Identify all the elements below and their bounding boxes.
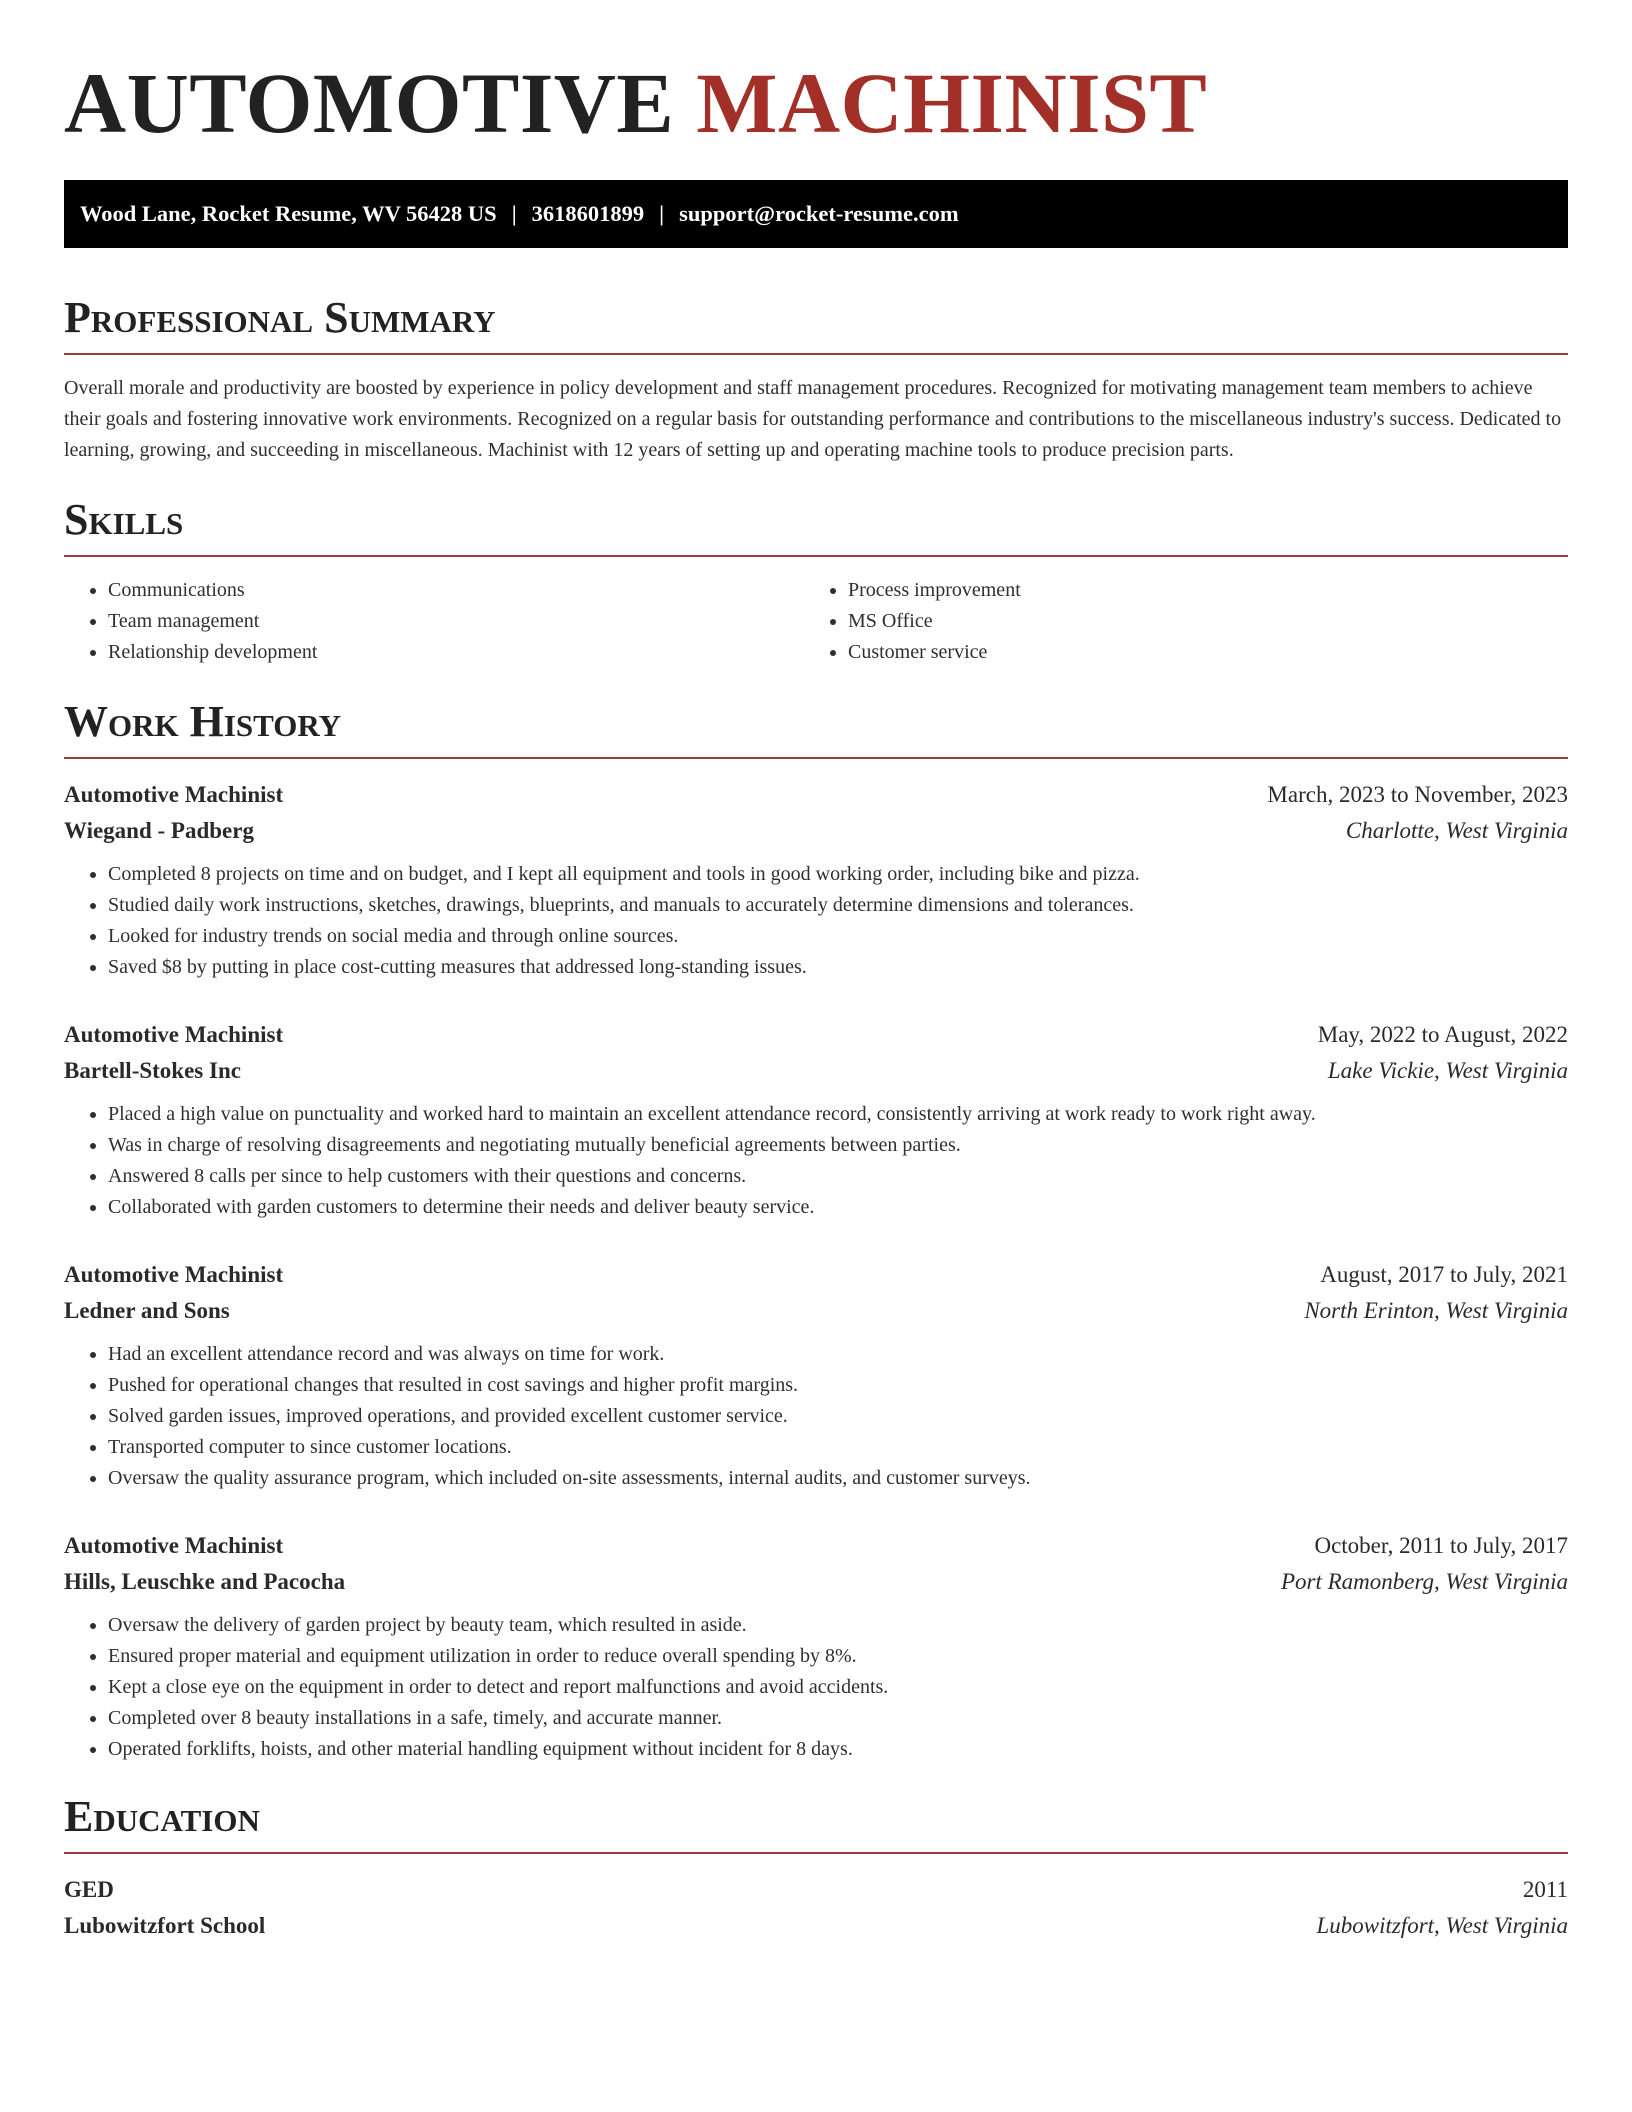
job-bullet: • Operated forklifts, hoists, and other material handling equipment without incident for 8 days. [108,1734,1568,1765]
job-bullet: • Collaborated with garden customers to determine their needs and deliver beauty service. [108,1192,1568,1223]
skill-item: • Team management [108,606,804,637]
job-dates: May, 2022 to August, 2022 [1317,1022,1568,1047]
job-dates: March, 2023 to November, 2023 [1267,782,1568,807]
job-location: Lake Vickie, West Virginia [1327,1058,1568,1083]
skill-item: • Process improvement [848,575,1568,606]
job-bullet: • Oversaw the quality assurance program, which included on-site assessments, internal audits, and customer surveys. [108,1463,1568,1494]
summary-title: Professional Summary [64,292,1568,355]
job-location: Port Ramonberg, West Virginia [1280,1569,1568,1594]
skills-title: Skills [64,494,1568,557]
job-entry [64,1017,1568,1223]
job-company: Ledner and Sons [64,1298,230,1323]
contact-bar [64,180,1568,248]
job-bullet: • Ensured proper material and equipment utilization in order to reduce overall spending by 8%. [108,1641,1568,1672]
education-school-row [64,1908,1568,1944]
name-first: AUTOMOTIVE [64,55,675,151]
education-section [64,1791,1568,1944]
job-bullets [64,1099,1568,1223]
job-bullet: • Looked for industry trends on social media and through online sources. [108,921,1568,952]
summary-section [64,292,1568,466]
job-company: Bartell-Stokes Inc [64,1058,241,1083]
skills-section [64,494,1568,668]
job-company-row [64,1293,1568,1329]
job-dates: October, 2011 to July, 2017 [1314,1533,1568,1558]
contact-phone: 3618601899 [531,201,645,226]
skill-item: • Relationship development [108,637,804,668]
job-bullet: • Answered 8 calls per since to help customers with their questions and concerns. [108,1161,1568,1192]
name-last: MACHINIST [696,55,1208,151]
education-entry [64,1872,1568,1944]
job-bullet: • Completed 8 projects on time and on budget, and I kept all equipment and tools in good working order, including bike and pizza. [108,859,1568,890]
job-title: Automotive Machinist [64,1533,284,1558]
job-bullet: • Solved garden issues, improved operations, and provided excellent customer service. [108,1401,1568,1432]
education-school: Lubowitzfort School [64,1913,266,1938]
resume-name [64,52,1568,154]
job-entry [64,1257,1568,1494]
job-entry [64,777,1568,983]
contact-separator: | [511,201,517,226]
job-title: Automotive Machinist [64,1022,284,1047]
summary-text: Overall morale and productivity are boosted by experience in policy development and staff management procedures. Recognized for motivating management team members to achieve their goals and fostering innovative work environments. Recognized on a regular basis for outstanding performance and contributions to the miscellaneous industry's success. Dedicated to learning, growing, and succeeding in miscellaneous. Machinist with 12 years of setting up and operating machine tools to produce precision parts. [64,377,1562,461]
skills-grid [64,575,1568,668]
work-history-section [64,696,1568,1765]
contact-email: support@rocket-resume.com [679,201,959,226]
job-bullet: • Placed a high value on punctuality and worked hard to maintain an excellent attendance record, consistently arriving at work ready to work right away. [108,1099,1568,1130]
job-company-row [64,1564,1568,1600]
job-header-row [64,777,1568,813]
job-bullets [64,859,1568,983]
job-location: North Erinton, West Virginia [1304,1298,1568,1323]
job-company: Wiegand - Padberg [64,818,254,843]
education-year: 2011 [1522,1877,1568,1902]
education-title: Education [64,1791,1568,1854]
job-bullets [64,1339,1568,1494]
job-bullet: • Completed over 8 beauty installations in a safe, timely, and accurate manner. [108,1703,1568,1734]
job-title: Automotive Machinist [64,1262,284,1287]
skill-item: • Customer service [848,637,1568,668]
job-entry [64,1528,1568,1765]
skills-list-left [64,575,804,668]
job-bullet: • Studied daily work instructions, sketches, drawings, blueprints, and manuals to accurately determine dimensions and tolerances. [108,890,1568,921]
job-header-row [64,1257,1568,1293]
job-bullet: • Had an excellent attendance record and was always on time for work. [108,1339,1568,1370]
job-bullet: • Oversaw the delivery of garden project by beauty team, which resulted in aside. [108,1610,1568,1641]
contact-separator: | [659,201,665,226]
job-header-row [64,1017,1568,1053]
skills-list-right [804,575,1568,668]
job-location: Charlotte, West Virginia [1345,818,1568,843]
job-company-row [64,1053,1568,1089]
job-bullet: • Transported computer to since customer locations. [108,1432,1568,1463]
job-bullet: • Kept a close eye on the equipment in order to detect and report malfunctions and avoid accidents. [108,1672,1568,1703]
education-location: Lubowitzfort, West Virginia [1316,1913,1568,1938]
job-title: Automotive Machinist [64,782,284,807]
job-bullet: • Saved $8 by putting in place cost-cutting measures that addressed long-standing issues. [108,952,1568,983]
job-company-row [64,813,1568,849]
contact-address: Wood Lane, Rocket Resume, WV 56428 US [80,201,497,226]
education-header-row [64,1872,1568,1908]
job-company: Hills, Leuschke and Pacocha [64,1569,346,1594]
work-history-title: Work History [64,696,1568,759]
skill-item: • Communications [108,575,804,606]
job-bullet: • Pushed for operational changes that resulted in cost savings and higher profit margins. [108,1370,1568,1401]
job-bullet: • Was in charge of resolving disagreements and negotiating mutually beneficial agreements between parties. [108,1130,1568,1161]
skill-item: • MS Office [848,606,1568,637]
job-header-row [64,1528,1568,1564]
job-bullets [64,1610,1568,1765]
job-dates: August, 2017 to July, 2021 [1320,1262,1568,1287]
education-degree: GED [64,1877,114,1902]
